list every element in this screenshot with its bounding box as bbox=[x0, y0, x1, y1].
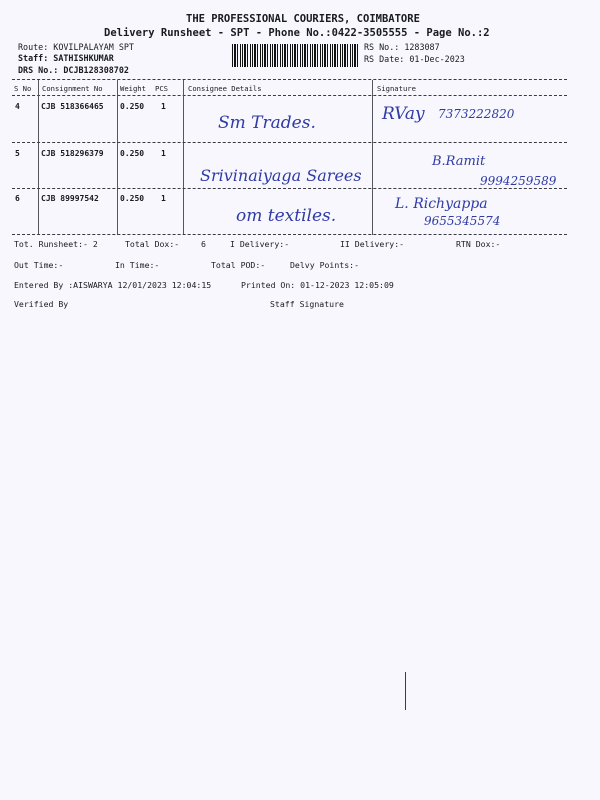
signature-handwriting: L. Richyappa bbox=[395, 196, 488, 212]
col-separator bbox=[372, 80, 373, 235]
row-consignment: CJB 518296379 bbox=[41, 149, 104, 158]
consignee-handwriting: Srivinaiyaga Sarees bbox=[200, 166, 362, 185]
consignee-handwriting: Sm Trades. bbox=[218, 113, 316, 133]
col-separator bbox=[183, 80, 184, 235]
total-dox-value: 6 bbox=[201, 239, 206, 249]
staff-label: Staff: SATHISHKUMAR bbox=[18, 53, 114, 63]
consignee-handwriting: om textiles. bbox=[236, 206, 337, 226]
row-consignment: CJB 518366465 bbox=[41, 102, 104, 111]
col-separator bbox=[117, 80, 118, 235]
row-consignment: CJB 89997542 bbox=[41, 194, 99, 203]
col-consignment: Consignment No bbox=[42, 84, 103, 93]
phone-handwriting: 7373222820 bbox=[438, 107, 515, 121]
phone-handwriting: 9994259589 bbox=[480, 174, 557, 188]
table-top-rule bbox=[12, 79, 567, 80]
row-divider bbox=[12, 142, 567, 143]
row-sno: 6 bbox=[15, 194, 20, 203]
col-weight: Weight bbox=[120, 84, 146, 93]
in-time: In Time:- bbox=[115, 260, 160, 270]
ii-delivery: II Delivery:- bbox=[340, 239, 405, 249]
signature-handwriting: RVay bbox=[382, 104, 425, 124]
drs-number: DRS No.: DCJB128308702 bbox=[18, 65, 129, 75]
row-divider bbox=[12, 188, 567, 189]
entered-by: Entered By :AISWARYA 12/01/2023 12:04:15 bbox=[14, 280, 212, 290]
out-time: Out Time:- bbox=[14, 260, 64, 270]
phone-handwriting: 9655345574 bbox=[424, 214, 501, 228]
printed-on: Printed On: 01-12-2023 12:05:09 bbox=[241, 280, 394, 290]
col-signature: Signature bbox=[377, 84, 416, 93]
total-pod: Total POD:- bbox=[211, 260, 266, 270]
table-bottom-rule bbox=[12, 234, 567, 235]
row-weight: 0.250 bbox=[120, 149, 145, 158]
row-pcs: 1 bbox=[161, 194, 166, 203]
row-weight: 0.250 bbox=[120, 194, 145, 203]
rs-number: RS No.: 1283087 bbox=[364, 42, 440, 52]
row-sno: 4 bbox=[15, 102, 20, 111]
col-pcs: PCS bbox=[155, 84, 168, 93]
rtn-dox: RTN Dox:- bbox=[456, 239, 501, 249]
verified-by: Verified By bbox=[14, 299, 69, 309]
col-sno: S No bbox=[14, 84, 32, 93]
col-separator bbox=[38, 80, 39, 235]
signature-handwriting: B.Ramit bbox=[432, 154, 486, 169]
company-title: THE PROFESSIONAL COURIERS, COIMBATORE bbox=[186, 13, 420, 25]
total-dox-label: Total Dox:- bbox=[125, 239, 180, 249]
row-weight: 0.250 bbox=[120, 102, 145, 111]
route-label: Route: KOVILPALAYAM SPT bbox=[18, 42, 134, 52]
rs-date: RS Date: 01-Dec-2023 bbox=[364, 54, 465, 64]
delvy-points: Delvy Points:- bbox=[290, 260, 360, 270]
row-pcs: 1 bbox=[161, 102, 166, 111]
pen-mark bbox=[405, 672, 406, 710]
col-consignee: Consignee Details bbox=[188, 84, 262, 93]
table-header-rule bbox=[12, 95, 567, 96]
i-delivery: I Delivery:- bbox=[230, 239, 290, 249]
runsheet-subtitle: Delivery Runsheet - SPT - Phone No.:0422-3505555 - Page No.:2 bbox=[104, 27, 490, 39]
staff-signature: Staff Signature bbox=[270, 299, 344, 309]
row-sno: 5 bbox=[15, 149, 20, 158]
barcode bbox=[232, 44, 360, 67]
tot-runsheet: Tot. Runsheet:- 2 bbox=[14, 239, 98, 249]
row-pcs: 1 bbox=[161, 149, 166, 158]
